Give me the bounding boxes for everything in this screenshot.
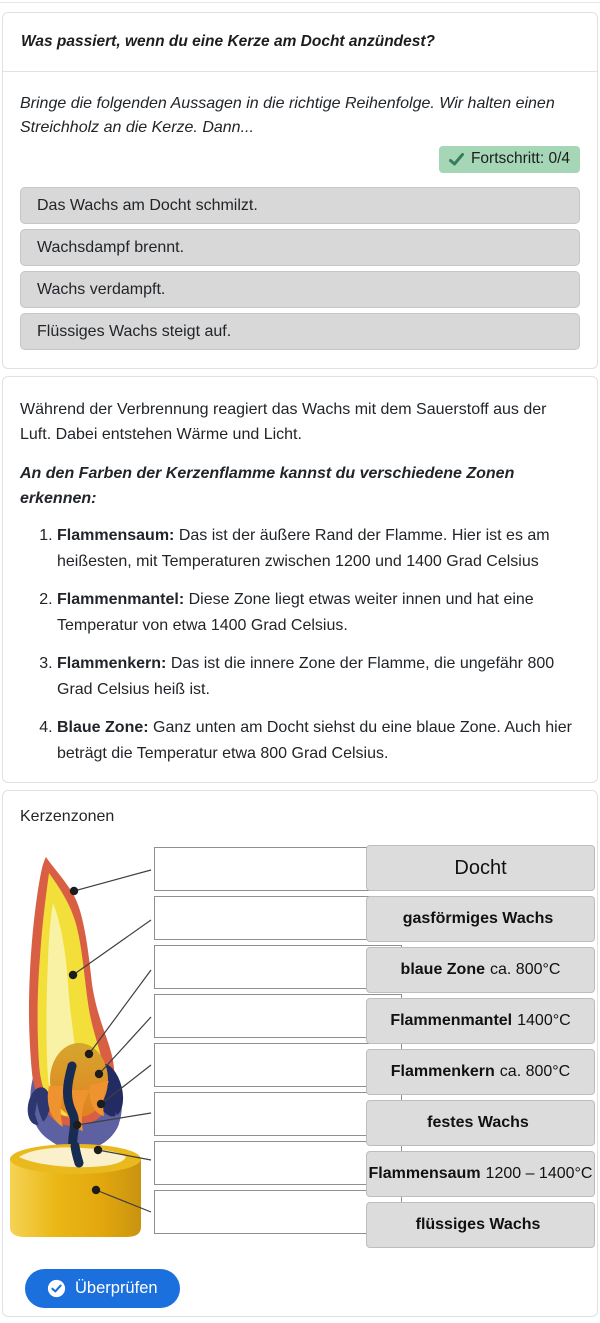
drop-slot-8[interactable] xyxy=(154,1190,402,1234)
zone-term: Flammensaum: xyxy=(57,527,175,544)
drop-slot-1[interactable] xyxy=(154,847,402,891)
drop-slot-6[interactable] xyxy=(154,1092,402,1136)
progress-badge-label: Fortschritt: 0/4 xyxy=(470,150,570,167)
zone-term: Blaue Zone: xyxy=(57,719,149,736)
check-button-label: Überprüfen xyxy=(75,1279,158,1297)
drag-label-flammensaum[interactable]: Flammensaum 1200 – 1400°C xyxy=(366,1151,595,1197)
drag-label-docht[interactable]: Docht xyxy=(366,845,595,891)
sortable-statement[interactable]: Das Wachs am Docht schmilzt. xyxy=(20,187,580,224)
drag-label-festes-wachs[interactable]: festes Wachs xyxy=(366,1100,595,1146)
drag-label-fluessiges-wachs[interactable]: flüssiges Wachs xyxy=(366,1202,595,1248)
sortable-statements-list xyxy=(20,187,580,350)
zone-term: Flammenkern: xyxy=(57,655,167,672)
previous-card-edge xyxy=(0,2,600,3)
check-icon xyxy=(449,153,464,166)
drop-slot-5[interactable] xyxy=(154,1043,402,1087)
zone-desc: Das ist die innere Zone der Flamme, die ungefähr 800 Grad Celsius heiß ist. xyxy=(57,655,555,698)
question-title: Was passiert, wenn du eine Kerze am Docht anzündest? xyxy=(21,33,436,50)
sortable-statement[interactable]: Wachs verdampft. xyxy=(20,271,580,308)
drop-slot-4[interactable] xyxy=(154,994,402,1038)
question-card xyxy=(2,12,598,369)
check-button[interactable] xyxy=(25,1269,180,1308)
info-card xyxy=(2,376,598,783)
drag-label-gasfoermiges-wachs[interactable]: gasförmiges Wachs xyxy=(366,896,595,942)
drop-slot-3[interactable] xyxy=(154,945,402,989)
zone-list-item xyxy=(57,523,580,574)
question-card-header xyxy=(3,13,597,72)
zones-list xyxy=(20,523,580,766)
sortable-statement[interactable]: Flüssiges Wachs steigt auf. xyxy=(20,313,580,350)
drag-label-flammenkern[interactable]: Flammenkern ca. 800°C xyxy=(366,1049,595,1095)
diagram-title: Kerzenzonen xyxy=(20,808,115,825)
zone-desc: Diese Zone liegt etwas weiter innen und hat eine Temperatur von etwa 1400 Grad Celsius. xyxy=(57,591,534,634)
info-paragraph: Während der Verbrennung reagiert das Wachs mit dem Sauerstoff aus der Luft. Dabei entstehen Wärme und Licht. xyxy=(20,401,547,443)
zone-desc: Das ist der äußere Rand der Flamme. Hier ist es am heißesten, mit Temperaturen zwischen 1200 und 1400 Grad Celsius xyxy=(57,527,550,570)
zone-list-item xyxy=(57,651,580,702)
zone-desc: Ganz unten am Docht siehst du eine blaue Zone. Auch hier beträgt die Temperatur etwa 800 Grad Celsius. xyxy=(57,719,572,762)
drop-slot-2[interactable] xyxy=(154,896,402,940)
zone-list-item xyxy=(57,715,580,766)
diagram-card xyxy=(2,790,598,1317)
drag-label-flammenmantel[interactable]: Flammenmantel 1400°C xyxy=(366,998,595,1044)
progress-badge-row xyxy=(20,146,580,173)
progress-badge xyxy=(439,146,580,173)
task-instructions: Bringe die folgenden Aussagen in die richtige Reihenfolge. Wir halten einen Streichholz an die Kerze. Dann... xyxy=(20,95,555,136)
zone-list-item xyxy=(57,587,580,638)
drag-label-blaue-zone[interactable]: blaue Zone ca. 800°C xyxy=(366,947,595,993)
question-card-body xyxy=(3,72,597,368)
sortable-statement[interactable]: Wachsdampf brennt. xyxy=(20,229,580,266)
zones-subheading: An den Farben der Kerzenflamme kannst du verschiedene Zonen erkennen: xyxy=(20,465,515,507)
candle-diagram xyxy=(3,840,597,1252)
drop-slot-7[interactable] xyxy=(154,1141,402,1185)
zone-term: Flammenmantel: xyxy=(57,591,185,608)
check-circle-icon xyxy=(47,1279,66,1298)
wick-base-shape xyxy=(75,1146,79,1163)
